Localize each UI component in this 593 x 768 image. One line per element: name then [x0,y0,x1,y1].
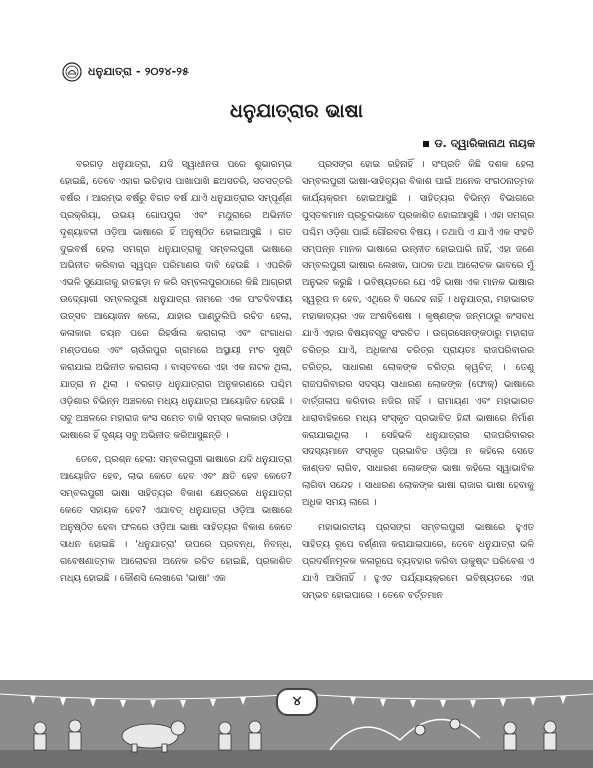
paragraph: ବରଗଡ଼ ଧନୁଯାତ୍ରା, ଯଦି ସ୍ୱାଧୀନତା ପରେ ଶୁଭାରମ୍ଭ ହୋଇଛି, ତେବେ ଏହାର ଇତିହାସ ପାଖାପାଖି ଛଅସତରି, ସତସତ୍ତରି ବର୍ଷର । ଆରମ୍ଭ ବର୍ଷରୁ ବିଗତ ବର୍ଷ ଯାଏଁ ଧନୁଯାତ୍ରାର ସମ୍ପୂର୍ଣ୍ଣ ପ୍ରକ୍ରିୟା, ଉଭୟ ଗୋପପୁର ଏବଂ ମଥୁରାରେ ଅଭିନୀତ ଦୃଶ୍ୟାବଳୀ ଓଡ଼ିଆ ଭାଷାରେ ହିଁ ଅନୁଷ୍ଠିତ ହୋଇଆସୁଛି । ଗତ ଦୁଇବର୍ଷ ହେଲା ସମଗ୍ର ଧନୁଯାତ୍ରାକୁ ସମ୍ବଲପୁରୀ ଭାଷାରେ ଅଭିନୀତ କରିବାର ସ୍ୱପ୍ନ ପରିମାଣର ଦାବି ହେଉଛି । ଏପରିକି ଏଭଳି ସୁଯୋଗକୁ ହାତଛଡ଼ା ନ କରି ସମ୍ବଲପୁରଠାରେ କିଛି ଆଗ୍ରହୀ ଉଦ୍ୟୋଗୀ ସମ୍ବଲପୁରୀ ଧନୁଯାତ୍ରା ନାମରେ ଏକ ପଂଚଦିବସୀୟ ଉତ୍ସବ ଆୟୋଜନ କଲେ, ଯାହାର ପାଣ୍ଡୁଲିପି ରଚିତ ହେଲା, କଳାକାର ଚୟନ ପରେ ରିହର୍ସାଲ କରାଗଲା ଏବଂ ଗଂଗାଧର ମଣ୍ଡପରେ ଏବଂ ଚାଉଁରପୁର ଗ୍ରାମରେ ଅସ୍ଥାୟୀ ମଂଚ ସୃଷ୍ଟି କରାଯାଇ ଅଭିନୀତ କରାଗଲା । ବାସ୍ତବରେ ଏହା ଏକ ନାଟକ ଥିଲା, ଯାତ୍ରା ନ ଥିଲା । ବରଗଡ଼ ଧନୁଯାତ୍ରାର ଅନୁକରଣରେ ପଶ୍ଚିମ ଓଡ଼ିଶାର ବିଭିନ୍ନ ଅଞ୍ଚଳରେ ମଧ୍ୟ ଧନୁଯାତ୍ରା ଆୟୋଜିତ ହେଉଛି । ସବୁ ଅଞ୍ଚଳରେ ମହାରାଜ କଂସ ସମେତ ବାକି ସମସ୍ତ କଳାକାର ଓଡ଼ିଆ ଭାଷାରେ ହିଁ ଦୃଶ୍ୟ ସବୁ ଅଭିନୀତ କରିଆସୁଛନ୍ତି । [60,159,292,441]
page-number: ୪ [276,688,318,716]
bullet-icon [423,141,429,147]
author-name: ଡ. ଦ୍ୱାରିକାନାଥ ନାୟକ [434,137,535,150]
circular-emblem-icon [62,62,82,82]
left-column [60,157,292,596]
author-line [423,137,535,151]
running-title: ଧନୁଯାତ୍ରା - ୨୦୨୪-୨୫ [88,65,190,78]
article-title: ଧନୁଯାତ୍ରାର ଭାଷା [230,100,363,122]
running-header [62,62,189,82]
paragraph: ତେବେ, ପ୍ରଶ୍ନ ହେଲା: ସମ୍ବଲପୁରୀ ଭାଷାରେ ଯଦି ଧନୁଯାତ୍ରା ଆୟୋଜିତ ହେବ, ଲାଭ କେତେ ହେବ ଏବଂ କ୍ଷତି ହେବ କେତେ? ସମ୍ବଲପୁରୀ ଭାଷା ସାହିତ୍ୟର ବିକାଶ କ୍ଷେତ୍ରରେ ଧନୁଯାତ୍ରା କେତେ ସହାୟକ ହେବ? ଏଯାବତ୍ ଧନୁଯାତ୍ରା ଓଡ଼ିଆ ଭାଷାରେ ଅନୁଷ୍ଠିତ ହେବା ଫଳରେ ଓଡ଼ିଆ ଭାଷା ସାହିତ୍ୟର ବିକାଶ କେତେ ସାଧନ ହୋଇଛି । 'ଧନୁଯାତ୍ରା' ଉପରେ ପ୍ରବନ୍ଧ, ନିବନ୍ଧ, ଗବେଷଣାତ୍ମକ ଆଲୋଚନା ଅନେକ ରଚିତ ହୋଇଛି, ପ୍ରକାଶିତ ମଧ୍ୟ ହୋଇଛି । କୌଣସି ଲେଖାରେ 'ଭାଷା' ଏକ [60,454,292,584]
paragraph: ପ୍ରସଙ୍ଗ ହୋଇ ରହିନାହିଁ । ସଂପ୍ରତି କିଛି ଦଶକ ହେଲା ସମ୍ବଲପୁରୀ ଭାଷା-ସାହିତ୍ୟର ବିକାଶ ପାଇଁ ଅନେକ ସଂଗଠନାତ୍ମକ କାର୍ଯ୍ୟକ୍ରମ ହୋଇଆସୁଛି । ସାହିତ୍ୟର ବିଭିନ୍ନ ବିଭାଗରେ ପୁସ୍ତକମାନ ପ୍ରଚୁରଭାବେ ପ୍ରକାଶିତ ହୋଇଆସୁଛି । ଏହା ସମଗ୍ର ପଶ୍ଚିମ ଓଡ଼ିଶା ପାଇଁ ଗୌରବର ବିଷୟ । ତଥାପି ଏ ଯାଏଁ ଏକ ସଂହତି ସମ୍ପନ୍ନ ମାନକ ଭାଷାରେ ଉନ୍ନୀତ ହୋଇପାରି ନାହିଁ, ଏହା ଜଣେ ସମ୍ବଲପୁରୀ ଭାଷାର ଲେଖକ, ପାଠକ ତଥା ଆଲୋଚକ ଭାବରେ ମୁଁ ଅନୁଭବ କରୁଛି । ଭବିଷ୍ୟତରେ ଯେ ଏହି ଭାଷା ଏକ ମାନକ ଭାଷାର ସ୍ୱରୂପ ନ ହେବ, ଏଥିରେ ବି ସନ୍ଦେହ ନାହିଁ । ଧନୁଯାତ୍ରା, ମହାଭାରତ ମହାକାବ୍ୟର ଏକ ଅଂଶବିଶେଷ । କୃଷ୍ଣଙ୍କ ଜନ୍ମଠାରୁ କଂସବଧ ଯାଏଁ ଏହାର ବିଷୟବସ୍ତୁ ସଂରଚିତ । ଉଗ୍ରସେନଙ୍କଠାରୁ ମହାରାଜ ଚରିତ୍ର ଯାଏଁ, ଅଧିକାଂଶ ଚରିତ୍ର ପ୍ରାୟତଃ ରାଜପରିବାରର ଚରିତ୍ର, ସାଧାରଣ ଲୋକଙ୍କ ଚରିତ୍ର କ୍ୱଚିତ୍ । ତେଣୁ ରାଜପରିବାରର ସଦସ୍ୟ ସାଧାରଣ ଲୋକଙ୍କ (ଫୋକ୍) ଭାଷାରେ ବାର୍ତ୍ତାଳାପ କରିବାର ନଜିର ନାହିଁ । ରାମାୟଣ ଏବଂ ମହାଭାରତ ଧାରାବାହିକରେ ମଧ୍ୟ ସଂସ୍କୃତ ପ୍ରଭାବିତ ହିନ୍ଦୀ ଭାଷାରେ ନିର୍ମାଣ କରାଯାଇଥିଲା । ସେହିଭଳି ଧନୁଯାତ୍ରାର ରାଜପରିବାରର ସଦସ୍ୟମାନେ ସଂସ୍କୃତ ପ୍ରଭାବିତ ଓଡ଼ିଆ ନ କହିଲେ ସେତେ କାଣ୍ଡବ ଲାଗିବ, ସାଧାରଣ ଲୋକଙ୍କ ଭାଷା କହିଲେ ସ୍ୱାଭାବିକ ଲାଗିବା ସନ୍ଦେହ । ସାଧାରଣ ଲୋକଙ୍କ ଭାଷା ରାଜାର ଭାଷା ହେବାକୁ ଅଧିକ ସମୟ ଲାଗେ । [302,159,534,509]
right-column [302,157,534,613]
paragraph: ମହାଭାରତୀୟ ପ୍ରସଙ୍ଗ ସମ୍ବଲପୁରୀ ଭାଷାରେ ହୁଏତ ସାହିତ୍ୟ ରୂପେ ବର୍ଣ୍ଣନା କରାଯାଇପାରେ, ତେବେ ଧନୁଯାତ୍ରା ଭଳି ପ୍ରଦର୍ଶନମୂଳକ କଳାରୂପେ ବ୍ୟବହାର କରିବା ଉକୁଷ୍ଟ ପରିବେଶ ଏ ଯାଏଁ ଆସିନାହିଁ । ହୁଏତ ପର୍ଯ୍ୟାୟକ୍ରମେ ଭବିଷ୍ୟତରେ ଏହା ସମ୍ଭବ ହୋଇପାରେ । ତେବେ ବର୍ତ୍ତମାନ [302,522,534,601]
